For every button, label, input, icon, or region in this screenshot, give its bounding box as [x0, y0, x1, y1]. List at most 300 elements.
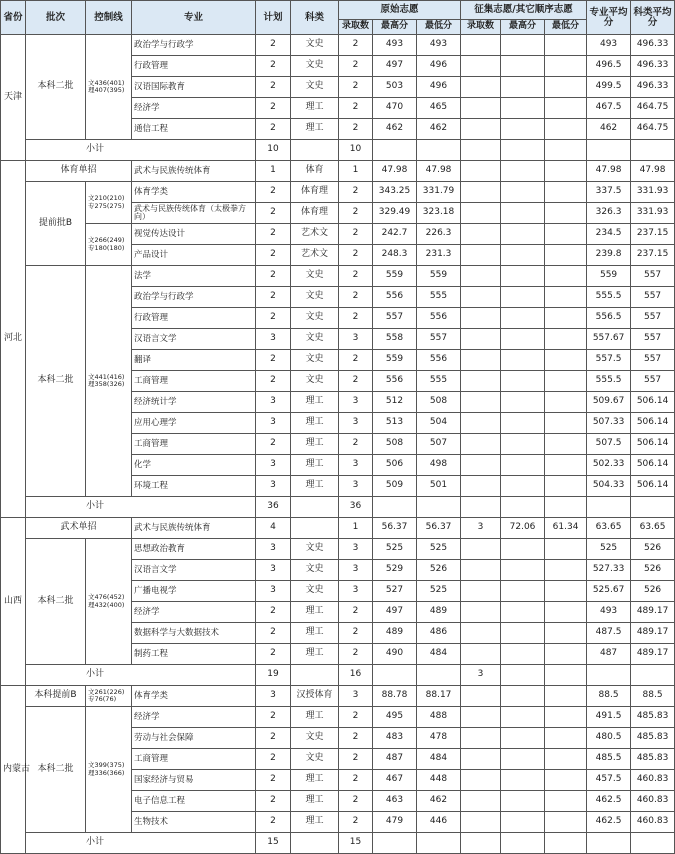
major-avg-cell: 485.5	[587, 749, 631, 770]
solicit-min-cell	[545, 119, 587, 140]
admitted-cell: 2	[339, 749, 373, 770]
major-cell: 行政管理	[132, 308, 256, 329]
solicit-min-cell	[545, 245, 587, 266]
subtotal-admitted: 10	[339, 140, 373, 161]
major-cell: 广播电视学	[132, 581, 256, 602]
plan-cell: 3	[256, 539, 291, 560]
solicit-max-cell	[501, 371, 545, 392]
score-max-cell: 487	[373, 749, 417, 770]
control-line-cell: 文266(249) 专180(180)	[86, 224, 132, 266]
solicit-min-cell	[545, 329, 587, 350]
major-cell: 视觉传达设计	[132, 224, 256, 245]
admitted-cell: 2	[339, 77, 373, 98]
solicit-min-cell	[545, 434, 587, 455]
solicit-max-cell	[501, 644, 545, 665]
solicit-max-cell	[501, 602, 545, 623]
admitted-cell: 2	[339, 623, 373, 644]
category-cell: 理工	[291, 476, 339, 497]
plan-cell: 3	[256, 455, 291, 476]
admitted-cell: 2	[339, 56, 373, 77]
solicit-admitted-cell: 3	[461, 518, 501, 539]
category-avg-cell: 506.14	[631, 392, 675, 413]
score-min-cell: 555	[417, 287, 461, 308]
solicit-min-cell	[545, 161, 587, 182]
batch-cell: 提前批B	[26, 182, 86, 266]
category-cell: 理工	[291, 812, 339, 833]
major-avg-cell: 555.5	[587, 371, 631, 392]
solicit-max-cell	[501, 686, 545, 707]
solicit-admitted-cell	[461, 98, 501, 119]
admitted-cell: 3	[339, 476, 373, 497]
solicit-admitted-cell	[461, 812, 501, 833]
major-avg-cell: 559	[587, 266, 631, 287]
solicit-max-cell	[501, 539, 545, 560]
solicit-max-cell	[501, 560, 545, 581]
major-cell: 体育学类	[132, 686, 256, 707]
batch-cell: 本科二批	[26, 35, 86, 140]
major-avg-cell: 499.5	[587, 77, 631, 98]
empty-cell	[545, 497, 587, 518]
score-min-cell: 331.79	[417, 182, 461, 203]
solicit-max-cell	[501, 476, 545, 497]
category-cell: 理工	[291, 623, 339, 644]
category-cell: 理工	[291, 119, 339, 140]
major-avg-cell: 462	[587, 119, 631, 140]
major-cell: 汉语言文学	[132, 560, 256, 581]
empty-cell	[291, 140, 339, 161]
major-avg-cell: 507.5	[587, 434, 631, 455]
category-avg-cell: 557	[631, 371, 675, 392]
admitted-cell: 2	[339, 371, 373, 392]
admitted-cell: 2	[339, 224, 373, 245]
admitted-cell: 1	[339, 161, 373, 182]
subtotal-admitted: 16	[339, 665, 373, 686]
category-avg-cell: 506.14	[631, 413, 675, 434]
solicit-admitted-cell	[461, 245, 501, 266]
major-cell: 国家经济与贸易	[132, 770, 256, 791]
admitted-cell: 2	[339, 182, 373, 203]
category-cell: 文史	[291, 56, 339, 77]
category-cell: 艺术文	[291, 224, 339, 245]
subtotal-admitted: 36	[339, 497, 373, 518]
major-cell: 化学	[132, 455, 256, 476]
solicit-admitted-cell	[461, 686, 501, 707]
solicit-max-cell	[501, 728, 545, 749]
score-min-cell: 508	[417, 392, 461, 413]
score-min-cell: 525	[417, 539, 461, 560]
admitted-cell: 2	[339, 812, 373, 833]
solicit-max-cell	[501, 203, 545, 224]
major-avg-cell: 496.5	[587, 56, 631, 77]
plan-cell: 2	[256, 434, 291, 455]
empty-cell	[417, 497, 461, 518]
score-max-cell: 529	[373, 560, 417, 581]
score-min-cell: 493	[417, 35, 461, 56]
score-max-cell: 503	[373, 77, 417, 98]
category-cell: 文史	[291, 287, 339, 308]
solicit-admitted-cell	[461, 476, 501, 497]
solicit-admitted-cell	[461, 707, 501, 728]
score-min-cell: 559	[417, 266, 461, 287]
admitted-cell: 3	[339, 329, 373, 350]
admitted-cell: 2	[339, 287, 373, 308]
admitted-cell: 2	[339, 434, 373, 455]
major-cell: 法学	[132, 266, 256, 287]
plan-cell: 2	[256, 308, 291, 329]
header-solicit-max: 最高分	[501, 20, 545, 35]
solicit-admitted-cell	[461, 56, 501, 77]
plan-cell: 2	[256, 77, 291, 98]
solicit-max-cell	[501, 266, 545, 287]
category-cell: 理工	[291, 392, 339, 413]
category-cell: 理工	[291, 434, 339, 455]
score-max-cell: 497	[373, 602, 417, 623]
subtotal-row	[1, 140, 675, 161]
plan-cell: 2	[256, 371, 291, 392]
major-cell: 武术与民族传统体育	[132, 161, 256, 182]
solicit-admitted-cell	[461, 266, 501, 287]
category-avg-cell: 557	[631, 350, 675, 371]
score-min-cell: 226.3	[417, 224, 461, 245]
major-avg-cell: 525	[587, 539, 631, 560]
category-avg-cell: 331.93	[631, 182, 675, 203]
subtotal-label: 小计	[26, 665, 256, 686]
score-max-cell: 470	[373, 98, 417, 119]
admitted-cell: 3	[339, 560, 373, 581]
solicit-min-cell	[545, 350, 587, 371]
category-cell: 文史	[291, 581, 339, 602]
major-avg-cell: 504.33	[587, 476, 631, 497]
score-min-cell: 555	[417, 371, 461, 392]
header-category: 科类	[291, 1, 339, 35]
empty-cell	[545, 140, 587, 161]
solicit-admitted-cell	[461, 791, 501, 812]
plan-cell: 2	[256, 791, 291, 812]
empty-cell	[291, 497, 339, 518]
score-min-cell: 488	[417, 707, 461, 728]
category-cell: 文史	[291, 749, 339, 770]
major-avg-cell: 557.5	[587, 350, 631, 371]
subtotal-admitted: 15	[339, 833, 373, 854]
admitted-cell: 2	[339, 266, 373, 287]
admitted-cell: 3	[339, 581, 373, 602]
solicit-max-cell	[501, 119, 545, 140]
score-max-cell: 490	[373, 644, 417, 665]
solicit-admitted-cell	[461, 161, 501, 182]
score-min-cell: 498	[417, 455, 461, 476]
table-row	[1, 182, 675, 203]
score-min-cell: 88.17	[417, 686, 461, 707]
solicit-admitted-cell	[461, 371, 501, 392]
batch-cell: 体育单招	[26, 161, 132, 182]
plan-cell: 2	[256, 119, 291, 140]
major-avg-cell: 493	[587, 35, 631, 56]
plan-cell: 2	[256, 707, 291, 728]
subtotal-plan: 15	[256, 833, 291, 854]
solicit-max-cell	[501, 770, 545, 791]
category-avg-cell: 63.65	[631, 518, 675, 539]
major-avg-cell: 502.33	[587, 455, 631, 476]
admitted-cell: 3	[339, 686, 373, 707]
major-cell: 经济学	[132, 98, 256, 119]
solicit-max-cell	[501, 98, 545, 119]
solicit-min-cell	[545, 413, 587, 434]
subtotal-label: 小计	[26, 140, 256, 161]
score-max-cell: 558	[373, 329, 417, 350]
admitted-cell: 2	[339, 35, 373, 56]
table-row	[1, 707, 675, 728]
empty-cell	[373, 833, 417, 854]
plan-cell: 2	[256, 224, 291, 245]
solicit-min-cell	[545, 791, 587, 812]
category-avg-cell: 464.75	[631, 119, 675, 140]
solicit-max-cell	[501, 707, 545, 728]
category-avg-cell: 526	[631, 539, 675, 560]
solicit-min-cell	[545, 539, 587, 560]
plan-cell: 2	[256, 350, 291, 371]
solicit-admitted-cell	[461, 539, 501, 560]
control-line-cell: 文399(375) 理336(366)	[86, 707, 132, 833]
admitted-cell: 2	[339, 644, 373, 665]
major-avg-cell: 462.5	[587, 791, 631, 812]
category-cell: 文史	[291, 371, 339, 392]
admitted-cell: 2	[339, 791, 373, 812]
plan-cell: 2	[256, 770, 291, 791]
major-cell: 制药工程	[132, 644, 256, 665]
subtotal-solicit-admitted	[461, 833, 501, 854]
category-avg-cell: 496.33	[631, 77, 675, 98]
solicit-max-cell	[501, 287, 545, 308]
table-row	[1, 266, 675, 287]
score-min-cell: 504	[417, 413, 461, 434]
major-avg-cell: 326.3	[587, 203, 631, 224]
empty-cell	[631, 140, 675, 161]
empty-cell	[501, 665, 545, 686]
table-row	[1, 539, 675, 560]
category-avg-cell: 47.98	[631, 161, 675, 182]
category-avg-cell: 489.17	[631, 602, 675, 623]
score-max-cell: 343.25	[373, 182, 417, 203]
category-cell: 文史	[291, 266, 339, 287]
empty-cell	[417, 833, 461, 854]
plan-cell: 2	[256, 266, 291, 287]
empty-cell	[587, 665, 631, 686]
solicit-admitted-cell	[461, 434, 501, 455]
major-avg-cell: 467.5	[587, 98, 631, 119]
category-avg-cell: 460.83	[631, 770, 675, 791]
score-min-cell: 446	[417, 812, 461, 833]
category-avg-cell: 557	[631, 308, 675, 329]
solicit-max-cell	[501, 77, 545, 98]
major-avg-cell: 239.8	[587, 245, 631, 266]
category-cell: 理工	[291, 770, 339, 791]
major-cell: 应用心理学	[132, 413, 256, 434]
admitted-cell: 3	[339, 455, 373, 476]
category-cell: 汉授体育	[291, 686, 339, 707]
admitted-cell: 3	[339, 539, 373, 560]
empty-cell	[587, 833, 631, 854]
major-avg-cell: 63.65	[587, 518, 631, 539]
score-min-cell: 496	[417, 56, 461, 77]
category-avg-cell: 506.14	[631, 434, 675, 455]
plan-cell: 3	[256, 581, 291, 602]
major-avg-cell: 491.5	[587, 707, 631, 728]
solicit-min-cell	[545, 602, 587, 623]
empty-cell	[373, 140, 417, 161]
solicit-admitted-cell	[461, 35, 501, 56]
score-max-cell: 559	[373, 266, 417, 287]
category-avg-cell: 496.33	[631, 35, 675, 56]
solicit-max-cell	[501, 455, 545, 476]
empty-cell	[501, 497, 545, 518]
score-max-cell: 329.49	[373, 203, 417, 224]
major-avg-cell: 457.5	[587, 770, 631, 791]
solicit-max-cell	[501, 161, 545, 182]
score-max-cell: 556	[373, 287, 417, 308]
header-plan: 计划	[256, 1, 291, 35]
header-province: 省份	[1, 1, 26, 35]
major-avg-cell: 487	[587, 644, 631, 665]
header-min: 最低分	[417, 20, 461, 35]
solicit-min-cell	[545, 35, 587, 56]
solicit-min-cell	[545, 224, 587, 245]
solicit-admitted-cell	[461, 644, 501, 665]
score-min-cell: 462	[417, 791, 461, 812]
solicit-min-cell	[545, 455, 587, 476]
plan-cell: 2	[256, 749, 291, 770]
admitted-cell: 2	[339, 245, 373, 266]
empty-cell	[545, 833, 587, 854]
plan-cell: 2	[256, 644, 291, 665]
empty-cell	[545, 665, 587, 686]
plan-cell: 3	[256, 560, 291, 581]
solicit-min-cell	[545, 560, 587, 581]
plan-cell: 2	[256, 182, 291, 203]
category-cell: 文史	[291, 560, 339, 581]
category-cell: 文史	[291, 329, 339, 350]
score-min-cell: 556	[417, 308, 461, 329]
score-min-cell: 501	[417, 476, 461, 497]
category-avg-cell: 460.83	[631, 791, 675, 812]
major-cell: 数据科学与大数据技术	[132, 623, 256, 644]
plan-cell: 3	[256, 476, 291, 497]
major-avg-cell: 509.67	[587, 392, 631, 413]
category-cell: 文史	[291, 308, 339, 329]
solicit-min-cell	[545, 686, 587, 707]
major-cell: 生物技术	[132, 812, 256, 833]
empty-cell	[373, 497, 417, 518]
solicit-admitted-cell	[461, 581, 501, 602]
subtotal-plan: 19	[256, 665, 291, 686]
score-max-cell: 509	[373, 476, 417, 497]
province-cell: 山西	[1, 518, 26, 686]
score-min-cell: 484	[417, 644, 461, 665]
empty-cell	[501, 833, 545, 854]
plan-cell: 1	[256, 161, 291, 182]
subtotal-plan: 36	[256, 497, 291, 518]
empty-cell	[291, 833, 339, 854]
table-row	[1, 161, 675, 182]
category-cell: 理工	[291, 644, 339, 665]
empty-cell	[417, 140, 461, 161]
major-cell: 武术与民族传统体育	[132, 518, 256, 539]
table-header	[1, 1, 675, 35]
category-cell: 理工	[291, 413, 339, 434]
category-cell: 文史	[291, 350, 339, 371]
solicit-max-cell	[501, 581, 545, 602]
score-min-cell: 478	[417, 728, 461, 749]
solicit-max-cell	[501, 329, 545, 350]
category-avg-cell: 485.83	[631, 749, 675, 770]
solicit-admitted-cell	[461, 392, 501, 413]
score-max-cell: 497	[373, 56, 417, 77]
solicit-min-cell	[545, 812, 587, 833]
subtotal-row	[1, 665, 675, 686]
solicit-max-cell	[501, 413, 545, 434]
category-cell: 文史	[291, 728, 339, 749]
admitted-cell: 2	[339, 119, 373, 140]
score-max-cell: 557	[373, 308, 417, 329]
category-avg-cell: 88.5	[631, 686, 675, 707]
category-cell: 体育理	[291, 203, 339, 224]
major-cell: 政治学与行政学	[132, 287, 256, 308]
header-solicit-min: 最低分	[545, 20, 587, 35]
major-cell: 汉语国际教育	[132, 77, 256, 98]
solicit-admitted-cell	[461, 770, 501, 791]
solicit-min-cell	[545, 56, 587, 77]
major-cell: 翻译	[132, 350, 256, 371]
major-avg-cell: 507.33	[587, 413, 631, 434]
score-min-cell: 525	[417, 581, 461, 602]
solicit-max-cell	[501, 308, 545, 329]
empty-cell	[631, 665, 675, 686]
category-avg-cell: 506.14	[631, 455, 675, 476]
major-cell: 武术与民族传统体育（太极拳方向）	[132, 203, 256, 224]
admitted-cell: 2	[339, 203, 373, 224]
score-min-cell: 526	[417, 560, 461, 581]
header-control-line: 控制线	[86, 1, 132, 35]
admitted-cell: 2	[339, 602, 373, 623]
empty-cell	[587, 140, 631, 161]
score-min-cell: 465	[417, 98, 461, 119]
major-cell: 政治学与行政学	[132, 35, 256, 56]
category-cell: 文史	[291, 539, 339, 560]
table-row	[1, 518, 675, 539]
solicit-admitted-cell	[461, 455, 501, 476]
empty-cell	[291, 665, 339, 686]
score-max-cell: 559	[373, 350, 417, 371]
batch-cell: 武术单招	[26, 518, 132, 539]
category-cell: 理工	[291, 602, 339, 623]
solicit-min-cell	[545, 476, 587, 497]
empty-cell	[501, 140, 545, 161]
score-max-cell: 47.98	[373, 161, 417, 182]
admitted-cell: 2	[339, 770, 373, 791]
major-cell: 产品设计	[132, 245, 256, 266]
plan-cell: 2	[256, 245, 291, 266]
score-max-cell: 479	[373, 812, 417, 833]
solicit-admitted-cell	[461, 224, 501, 245]
solicit-max-cell: 72.06	[501, 518, 545, 539]
admitted-cell: 2	[339, 707, 373, 728]
major-cell: 体育学类	[132, 182, 256, 203]
score-max-cell: 525	[373, 539, 417, 560]
category-avg-cell: 557	[631, 329, 675, 350]
score-max-cell: 56.37	[373, 518, 417, 539]
admitted-cell: 3	[339, 413, 373, 434]
category-avg-cell: 237.15	[631, 245, 675, 266]
major-avg-cell: 88.5	[587, 686, 631, 707]
